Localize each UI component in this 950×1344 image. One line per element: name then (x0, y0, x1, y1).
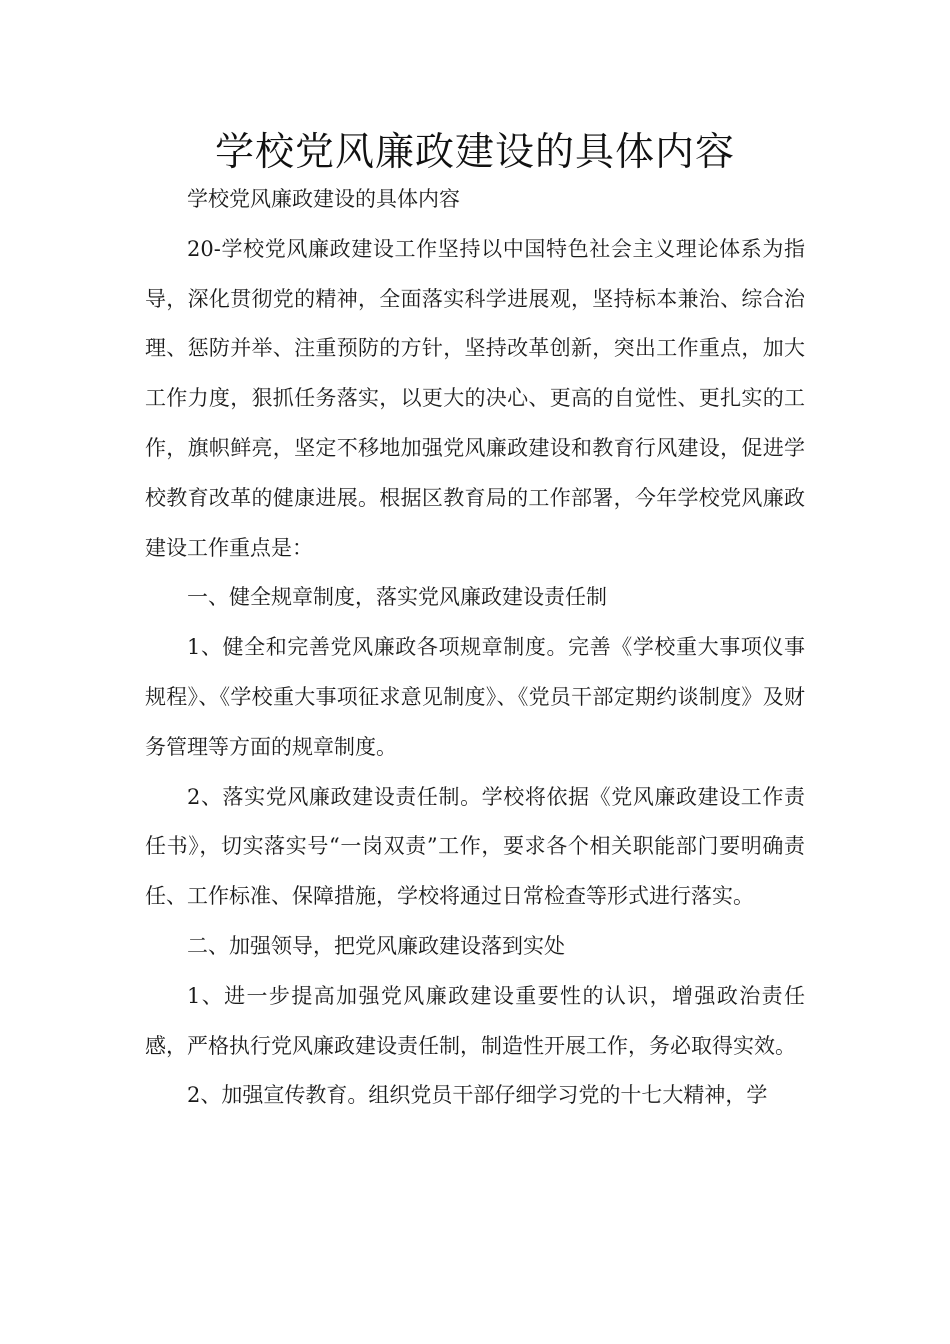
paragraph-2-1: 1、进一步提高加强党风廉政建设重要性的认识，增强政治责任感，严格执行党风廉政建设责任制，制造性开展工作，务必取得实效。 (145, 983, 805, 1058)
document-body (145, 175, 805, 1121)
paragraph-subtitle: 学校党风廉政建设的具体内容 (187, 187, 460, 211)
paragraph-2-2: 2、加强宣传教育。组织党员干部仔细学习党的十七大精神，学 (187, 1083, 768, 1108)
document-title: 学校党风廉政建设的具体内容 (214, 130, 735, 175)
paragraph-1-2: 2、落实党风廉政建设责任制。学校将依据《党风廉政建设工作责任书》，切实落实号“一岗双责”工作，要求各个相关职能部门要明确责任、工作标准、保障措施，学校将通过日常检查等形式进行落实。 (145, 784, 805, 909)
paragraph-intro: 20-学校党风廉政建设工作坚持以中国特色社会主义理论体系为指导，深化贯彻党的精神，全面落实科学进展观，坚持标本兼治、综合治理、惩防并举、注重预防的方针，坚持改革创新，突出工作重点，加大工作力度，狠抓任务落实，以更大的决心、更高的自觉性、更扎实的工作，旗帜鲜亮，坚定不移地加强党风廉政建设和教育行风建设，促进学校教育改革的健康进展。根据区教育局的工作部署，今年学校党风廉政建设工作重点是： (145, 236, 805, 560)
paragraph-1-1: 1、健全和完善党风廉政各项规章制度。完善《学校重大事项仪事规程》、《学校重大事项征求意见制度》、《党员干部定期约谈制度》及财务管理等方面的规章制度。 (145, 635, 805, 759)
section-heading-2: 二、加强领导，把党风廉政建设落到实处 (187, 933, 565, 958)
section-heading-1: 一、健全规章制度，落实党风廉政建设责任制 (187, 585, 607, 610)
